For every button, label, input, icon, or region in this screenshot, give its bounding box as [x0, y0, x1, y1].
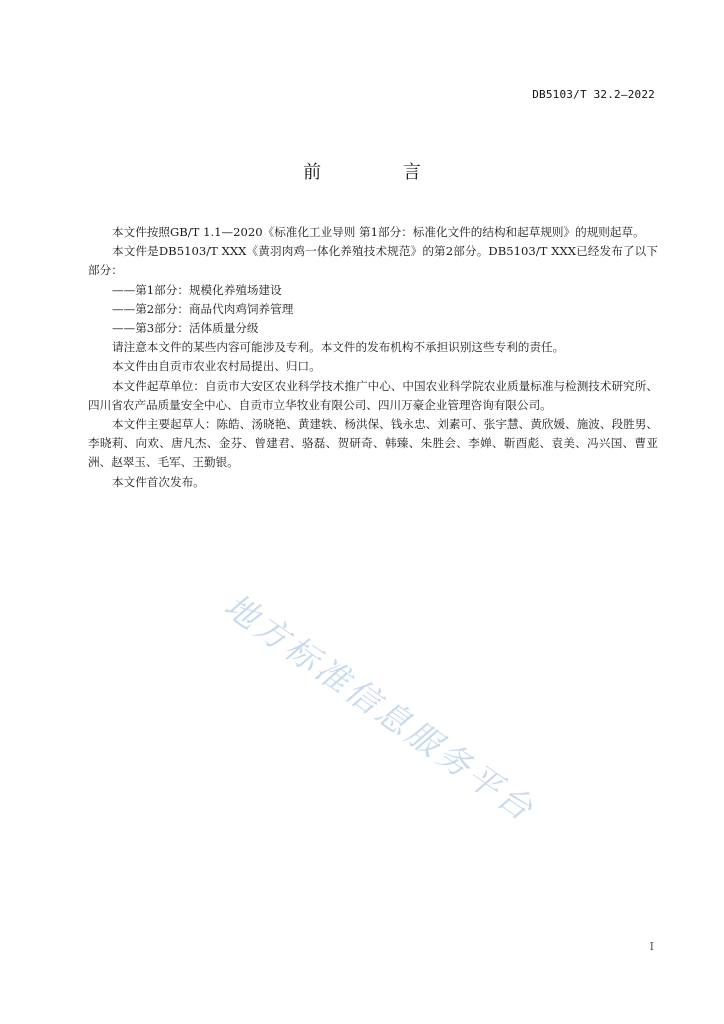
- page-title: 前 言: [303, 162, 459, 183]
- standard-code: DB5103/T 32.2—2022: [532, 88, 655, 101]
- paragraph-series-parts: 本文件是DB5103/T XXX《黄羽肉鸡一体化养殖技术规范》的第2部分。DB5103/T XXX已经发布了以下部分：: [88, 244, 658, 278]
- paragraph-drafting-units: 本文件起草单位：自贡市大安区农业科学技术推广中心、中国农业科学院农业质量标准与检测技术研究所、四川省农产品质量安全中心、自贡市立华牧业有限公司、四川万豪企业管理咨询有限公司。: [88, 378, 658, 412]
- foreword-body: [88, 223, 658, 492]
- watermark: 地方标准信息服务平台: [217, 585, 543, 830]
- list-item-part-3: ——第3部分：活体质量分级: [112, 321, 259, 336]
- paragraph-proposer: 本文件由自贡市农业农村局提出、归口。: [112, 359, 321, 374]
- paragraph-first-release: 本文件首次发布。: [112, 474, 205, 489]
- list-item-part-1: ——第1部分：规模化养殖场建设: [112, 282, 282, 297]
- paragraph-drafters: 本文件主要起草人：陈皓、汤晓艳、黄建轶、杨洪保、钱永忠、刘素可、张宇慧、黄欣媛、施波、段胜男、李晓莉、向欢、唐凡杰、金芬、曾建君、骆磊、贺研奇、韩臻、朱胜会、李婵、靳酉彪、袁美、冯兴国、曹亚洲、赵翠玉、毛军、王勤银。: [88, 417, 658, 470]
- paragraph-drafting-rules: 本文件按照GB/T 1.1—2020《标准化工业导则 第1部分：标准化文件的结构和起草规则》的规则起草。: [112, 225, 645, 239]
- page-number: I: [649, 940, 654, 953]
- list-item-part-2: ——第2部分：商品代肉鸡饲养管理: [112, 301, 294, 316]
- paragraph-patent-notice: 请注意本文件的某些内容可能涉及专利。本文件的发布机构不承担识别这些专利的责任。: [112, 340, 565, 355]
